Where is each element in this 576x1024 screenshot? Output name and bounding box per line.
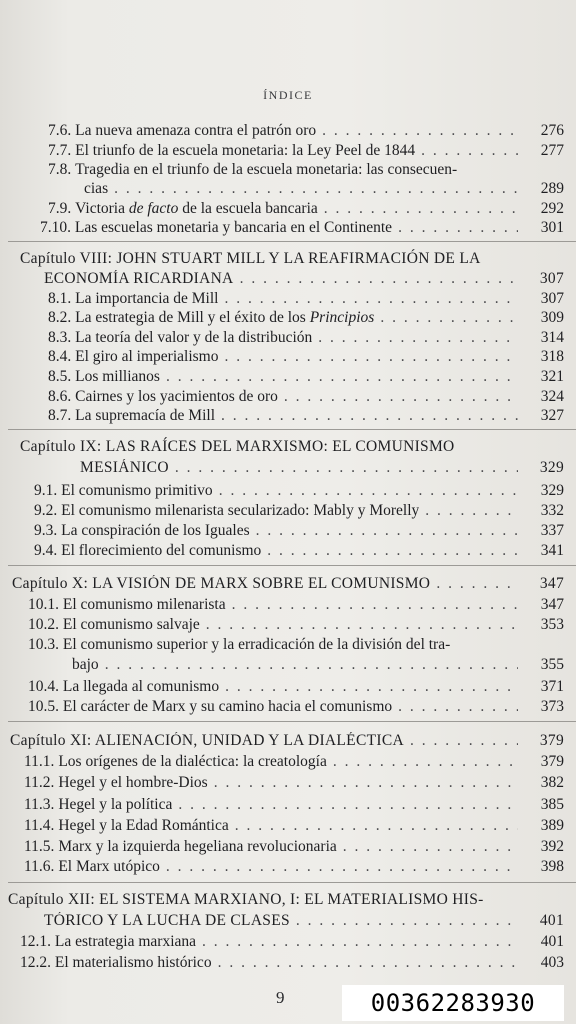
divider xyxy=(8,565,576,566)
toc-entry xyxy=(84,180,564,197)
leader-dots xyxy=(225,678,518,695)
entry-title: Hegel y la Edad Romántica xyxy=(58,817,229,834)
leader-dots xyxy=(410,732,518,749)
leader-dots xyxy=(425,502,518,519)
entry-number: 8.5. xyxy=(48,368,72,385)
entry-number: 10.4. xyxy=(28,678,59,695)
leader-dots xyxy=(206,616,518,633)
leader-dots xyxy=(421,142,518,159)
entry-page: 329 xyxy=(540,482,564,499)
entry-number: 10.2. xyxy=(28,616,59,633)
chapter-label: Capítulo IX xyxy=(20,438,97,455)
entry-number: 9.3. xyxy=(34,522,58,539)
entry-number: 12.2. xyxy=(20,954,51,971)
entry-number: 9.4. xyxy=(34,542,58,559)
entry-number: 7.6. xyxy=(48,122,72,139)
toc-entry xyxy=(28,596,564,613)
chapter-heading-line2 xyxy=(44,912,564,929)
entry-page: 355 xyxy=(540,656,564,673)
entry-title: El giro al imperialismo xyxy=(75,348,219,365)
leader-dots xyxy=(166,368,518,385)
chapter-title-line1: : ALIENACIÓN, UNIDAD Y LA DIALÉCTICA xyxy=(86,732,404,749)
entry-page: 392 xyxy=(540,838,564,855)
entry-number: 8.6. xyxy=(48,388,72,405)
chapter-title-line1: : EL SISTEMA MARXIANO, I: EL MATERIALISMO HIS- xyxy=(90,891,484,908)
toc-entry xyxy=(24,774,564,791)
entry-number: 11.3. xyxy=(24,796,55,813)
leader-dots xyxy=(333,753,518,770)
chapter-label: Capítulo XII xyxy=(8,891,91,908)
leader-dots xyxy=(296,912,518,929)
chapter-page: 307 xyxy=(539,270,564,287)
chapter-title-line2: ECONOMÍA RICARDIANA xyxy=(44,270,234,287)
entry-page: 341 xyxy=(540,542,564,559)
entry-number: 9.1. xyxy=(34,482,58,499)
leader-dots xyxy=(221,407,518,424)
leader-dots xyxy=(218,954,518,971)
divider xyxy=(8,429,576,430)
entry-page: 314 xyxy=(540,329,564,346)
entry-number: 11.6. xyxy=(24,858,55,875)
toc-entry xyxy=(24,817,564,834)
entry-title-line1: Tragedia en el triunfo de la escuela monetaria: las consecuen- xyxy=(75,161,458,178)
entry-title: Victoria de facto de la escuela bancaria xyxy=(75,200,318,217)
leader-dots xyxy=(343,838,518,855)
entry-page: 337 xyxy=(540,522,564,539)
entry-page: 403 xyxy=(540,954,564,971)
chapter-heading xyxy=(8,891,484,908)
entry-title: El Marx utópico xyxy=(58,858,160,875)
entry-page: 301 xyxy=(540,219,564,236)
entry-title: El comunismo milenarista secularizado: Mably y Morelly xyxy=(61,502,420,519)
entry-number: 8.3. xyxy=(48,329,72,346)
toc-entry xyxy=(24,796,564,813)
chapter-title-line1: : JOHN STUART MILL Y LA REAFIRMACIÓN DE LA xyxy=(107,250,481,267)
toc-entry xyxy=(24,753,564,770)
toc-entry xyxy=(28,616,564,633)
chapter-page: 379 xyxy=(539,732,564,749)
entry-page: 318 xyxy=(540,348,564,365)
entry-title: El carácter de Marx y su camino hacia el comunismo xyxy=(62,698,393,715)
entry-page: 353 xyxy=(540,616,564,633)
toc-entry xyxy=(48,200,564,217)
leader-dots xyxy=(166,858,518,875)
chapter-heading xyxy=(10,732,564,749)
toc-entry xyxy=(48,142,564,159)
entry-title: La nueva amenaza contra el patrón oro xyxy=(75,122,317,139)
entry-page: 373 xyxy=(540,698,564,715)
toc-entry xyxy=(34,482,564,499)
divider xyxy=(8,241,576,242)
toc-entry xyxy=(48,329,564,346)
entry-number: 10.1. xyxy=(28,596,59,613)
leader-dots xyxy=(398,219,518,236)
entry-title: Hegel y el hombre-Dios xyxy=(58,774,208,791)
page-header: ÍNDICE xyxy=(263,88,313,102)
entry-number: 8.4. xyxy=(48,348,72,365)
entry-page: 347 xyxy=(540,596,564,613)
toc-entry xyxy=(40,219,564,236)
toc-entry xyxy=(34,502,564,519)
leader-dots xyxy=(202,933,518,950)
leader-dots xyxy=(224,290,518,307)
toc-entry xyxy=(34,542,564,559)
entry-number: 10.5. xyxy=(28,698,59,715)
leader-dots xyxy=(224,348,518,365)
leader-dots xyxy=(219,482,518,499)
toc-entry xyxy=(72,656,564,673)
toc-entry xyxy=(48,407,564,424)
entry-page: 277 xyxy=(540,142,564,159)
toc-entry xyxy=(24,858,564,875)
entry-page: 389 xyxy=(540,817,564,834)
entry-title: Cairnes y los yacimientos de oro xyxy=(75,388,278,405)
entry-page: 332 xyxy=(540,502,564,519)
toc-entry xyxy=(48,290,564,307)
leader-dots xyxy=(105,656,518,673)
toc-entry xyxy=(48,348,564,365)
entry-page: 382 xyxy=(540,774,564,791)
leader-dots xyxy=(322,122,518,139)
chapter-heading xyxy=(20,250,481,267)
entry-number: 9.2. xyxy=(34,502,58,519)
entry-title-line1: El comunismo superior y la erradicación de la división del tra- xyxy=(62,636,451,653)
entry-number: 8.2. xyxy=(48,309,72,326)
entry-page: 321 xyxy=(540,368,564,385)
entry-title: La estrategia marxiana xyxy=(54,933,197,950)
entry-number: 8.7. xyxy=(48,407,72,424)
entry-page: 307 xyxy=(540,290,564,307)
leader-dots xyxy=(398,698,518,715)
chapter-label: Capítulo XI xyxy=(10,732,87,749)
entry-title: La teoría del valor y de la distribución xyxy=(75,329,313,346)
entry-title: El comunismo salvaje xyxy=(62,616,200,633)
entry-number: 7.8. xyxy=(48,161,72,178)
entry-number: 11.1. xyxy=(24,753,55,770)
entry-title: La supremacía de Mill xyxy=(75,407,216,424)
toc-entry xyxy=(20,933,564,950)
entry-title: El comunismo primitivo xyxy=(61,482,213,499)
toc-entry xyxy=(34,522,564,539)
chapter-heading-line2 xyxy=(80,459,564,476)
entry-number: 7.7. xyxy=(48,142,72,159)
chapter-title-line2: MESIÁNICO xyxy=(80,459,169,476)
entry-page: 398 xyxy=(540,858,564,875)
toc-entry xyxy=(48,368,564,385)
leader-dots xyxy=(324,200,518,217)
catalog-stamp: 00362283930 xyxy=(342,985,564,1021)
entry-page: 371 xyxy=(540,678,564,695)
entry-title: El comunismo milenarista xyxy=(62,596,226,613)
leader-dots xyxy=(214,774,518,791)
entry-page: 309 xyxy=(540,309,564,326)
entry-title: La conspiración de los Iguales xyxy=(61,522,250,539)
toc-entry-line1 xyxy=(48,161,457,178)
entry-title: El materialismo histórico xyxy=(54,954,212,971)
chapter-page: 329 xyxy=(539,459,564,476)
entry-title: El florecimiento del comunismo xyxy=(61,542,262,559)
entry-number: 11.4. xyxy=(24,817,55,834)
entry-title: bajo xyxy=(72,656,99,673)
toc-entry xyxy=(28,678,564,695)
leader-dots xyxy=(240,270,518,287)
entry-number: 10.3. xyxy=(28,636,59,653)
entry-title: La estrategia de Mill y el éxito de los Principios xyxy=(75,309,375,326)
entry-page: 401 xyxy=(540,933,564,950)
entry-number: 11.2. xyxy=(24,774,55,791)
entry-title: Los millianos xyxy=(75,368,160,385)
entry-title: cias xyxy=(84,180,109,197)
leader-dots xyxy=(436,575,518,592)
entry-page: 292 xyxy=(540,200,564,217)
entry-title: La llegada al comunismo xyxy=(62,678,220,695)
entry-page: 324 xyxy=(540,388,564,405)
entry-title: Hegel y la política xyxy=(58,796,173,813)
chapter-title-line1: : LA VISIÓN DE MARX SOBRE EL COMUNISMO xyxy=(83,575,431,592)
toc-entry xyxy=(48,122,564,139)
chapter-label: Capítulo X xyxy=(12,575,84,592)
leader-dots xyxy=(175,459,518,476)
toc-entry xyxy=(48,309,564,326)
leader-dots xyxy=(380,309,518,326)
leader-dots xyxy=(235,817,518,834)
divider xyxy=(8,721,576,722)
leader-dots xyxy=(267,542,518,559)
entry-title: Los orígenes de la dialéctica: la creatología xyxy=(58,753,327,770)
entry-number: 7.10. xyxy=(40,219,71,236)
chapter-title-line1: : LAS RAÍCES DEL MARXISMO: EL COMUNISMO xyxy=(96,438,455,455)
entry-title: Marx y la izquierda hegeliana revolucionaria xyxy=(58,838,337,855)
entry-number: 7.9. xyxy=(48,200,72,217)
divider xyxy=(8,882,576,883)
chapter-heading-line2 xyxy=(44,270,564,287)
chapter-page: 401 xyxy=(539,912,564,929)
toc-entry-line1 xyxy=(28,636,450,653)
entry-number: 12.1. xyxy=(20,933,51,950)
chapter-label: Capítulo VIII xyxy=(20,250,108,267)
entry-page: 276 xyxy=(540,122,564,139)
page-number: 9 xyxy=(276,988,285,1007)
entry-page: 289 xyxy=(540,180,564,197)
entry-title: Las escuelas monetaria y bancaria en el Continente xyxy=(74,219,393,236)
entry-page: 385 xyxy=(540,796,564,813)
toc-entry xyxy=(48,388,564,405)
entry-number: 11.5. xyxy=(24,838,55,855)
leader-dots xyxy=(178,796,518,813)
toc-entry xyxy=(20,954,564,971)
chapter-title-line2: TÓRICO Y LA LUCHA DE CLASES xyxy=(44,912,290,929)
entry-title: El triunfo de la escuela monetaria: la Ley Peel de 1844 xyxy=(75,142,416,159)
entry-number: 8.1. xyxy=(48,290,72,307)
toc-entry xyxy=(24,838,564,855)
leader-dots xyxy=(232,596,518,613)
chapter-heading xyxy=(20,438,455,455)
toc-entry xyxy=(28,698,564,715)
leader-dots xyxy=(284,388,518,405)
entry-page: 379 xyxy=(540,753,564,770)
leader-dots xyxy=(114,180,518,197)
leader-dots xyxy=(256,522,518,539)
entry-title: La importancia de Mill xyxy=(75,290,219,307)
chapter-heading xyxy=(12,575,564,592)
chapter-page: 347 xyxy=(539,575,564,592)
entry-page: 327 xyxy=(540,407,564,424)
leader-dots xyxy=(318,329,518,346)
